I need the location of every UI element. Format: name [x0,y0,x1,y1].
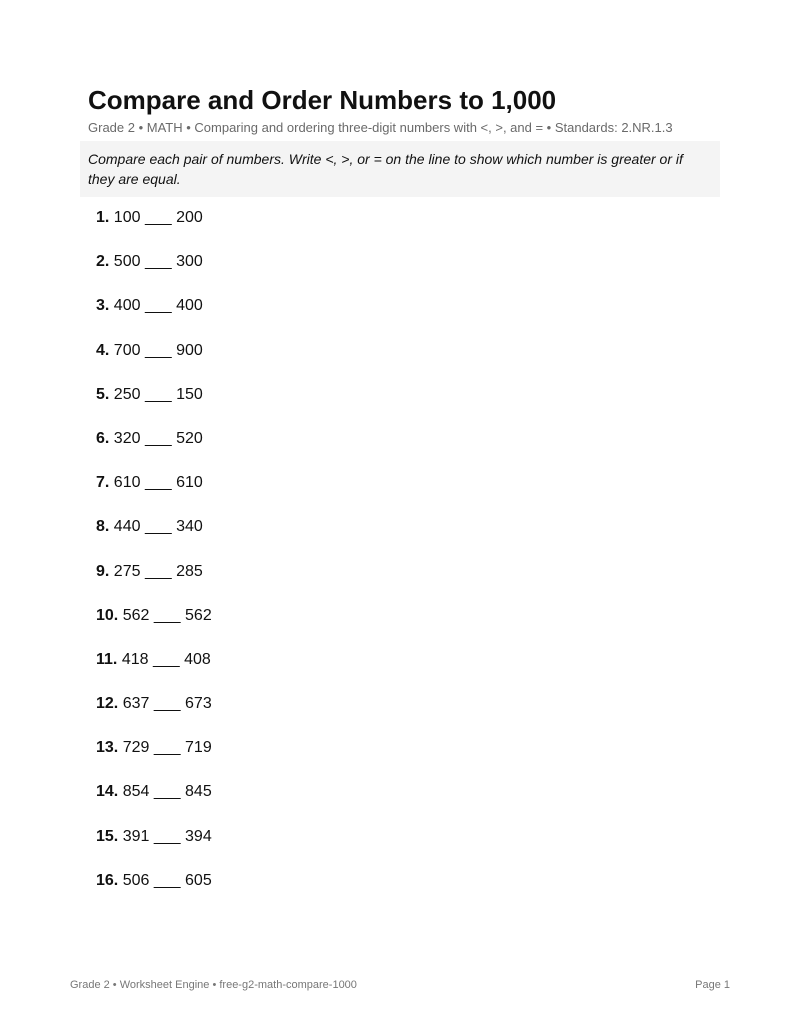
right-number: 610 [176,474,203,492]
problem-number: 3. [96,297,110,315]
instructions-box: Compare each pair of numbers. Write <, >, or = on the line to show which number is greater or if they are equal. [80,141,720,197]
answer-blank[interactable]: ___ [144,474,172,492]
problem-item [96,295,212,339]
problem-number: 9. [96,562,110,580]
answer-blank[interactable]: ___ [144,385,172,403]
left-number: 729 [122,739,150,757]
answer-blank[interactable]: ___ [144,562,172,580]
answer-blank[interactable]: ___ [153,827,181,845]
problem-item [96,516,212,560]
problem-item [96,826,212,870]
problem-item [96,870,212,914]
right-number: 562 [185,606,212,624]
right-number: 340 [176,518,203,536]
left-number: 418 [121,650,149,668]
problem-number: 13. [96,739,119,757]
problem-item [96,384,212,428]
answer-blank[interactable]: ___ [152,650,180,668]
problem-number: 10. [96,606,119,624]
problem-number: 6. [96,429,110,447]
problem-number: 7. [96,474,110,492]
right-number: 300 [176,253,203,271]
left-number: 275 [113,562,141,580]
answer-blank[interactable]: ___ [153,739,181,757]
page-title: Compare and Order Numbers to 1,000 [88,85,557,115]
right-number: 394 [185,827,212,845]
problem-item [96,693,212,737]
left-number: 506 [122,871,150,889]
left-number: 637 [122,695,150,713]
right-number: 605 [185,871,212,889]
problem-number: 12. [96,695,119,713]
problem-item [96,781,212,825]
left-number: 440 [113,518,141,536]
problem-number: 14. [96,783,119,801]
right-number: 150 [176,385,203,403]
page-subtitle: Grade 2 • MATH • Comparing and ordering three-digit numbers with <, >, and = • Standards: 2.NR.1.3 [88,120,673,135]
left-number: 562 [122,606,150,624]
problem-number: 5. [96,385,110,403]
answer-blank[interactable]: ___ [144,253,172,271]
right-number: 400 [176,297,203,315]
left-number: 500 [113,253,141,271]
page-number: Page 1 [695,979,730,991]
problem-item [96,472,212,516]
answer-blank[interactable]: ___ [153,695,181,713]
problem-number: 16. [96,871,119,889]
answer-blank[interactable]: ___ [144,297,172,315]
problem-item [96,428,212,472]
problem-item [96,649,212,693]
problem-number: 15. [96,827,119,845]
problem-item [96,340,212,384]
left-number: 100 [113,209,141,226]
answer-blank[interactable]: ___ [153,783,181,801]
left-number: 320 [113,429,141,447]
left-number: 854 [122,783,150,801]
problem-item [96,207,212,251]
answer-blank[interactable]: ___ [144,518,172,536]
answer-blank[interactable]: ___ [144,209,172,226]
problem-list [96,207,212,914]
problem-number: 2. [96,253,110,271]
answer-blank[interactable]: ___ [144,341,172,359]
right-number: 520 [176,429,203,447]
right-number: 200 [176,209,203,226]
problem-number: 1. [96,209,110,226]
left-number: 700 [113,341,141,359]
footer-info: Grade 2 • Worksheet Engine • free-g2-math-compare-1000 [70,979,357,991]
right-number: 673 [185,695,212,713]
left-number: 250 [113,385,141,403]
problem-item [96,251,212,295]
right-number: 408 [184,650,211,668]
left-number: 610 [113,474,141,492]
right-number: 845 [185,783,212,801]
right-number: 719 [185,739,212,757]
right-number: 900 [176,341,203,359]
problem-item [96,737,212,781]
problem-number: 11. [96,650,118,668]
problem-number: 4. [96,341,110,359]
problem-number: 8. [96,518,110,536]
left-number: 400 [113,297,141,315]
answer-blank[interactable]: ___ [144,429,172,447]
problem-item [96,561,212,605]
answer-blank[interactable]: ___ [153,871,181,889]
problem-item [96,605,212,649]
left-number: 391 [122,827,150,845]
right-number: 285 [176,562,203,580]
answer-blank[interactable]: ___ [153,606,181,624]
